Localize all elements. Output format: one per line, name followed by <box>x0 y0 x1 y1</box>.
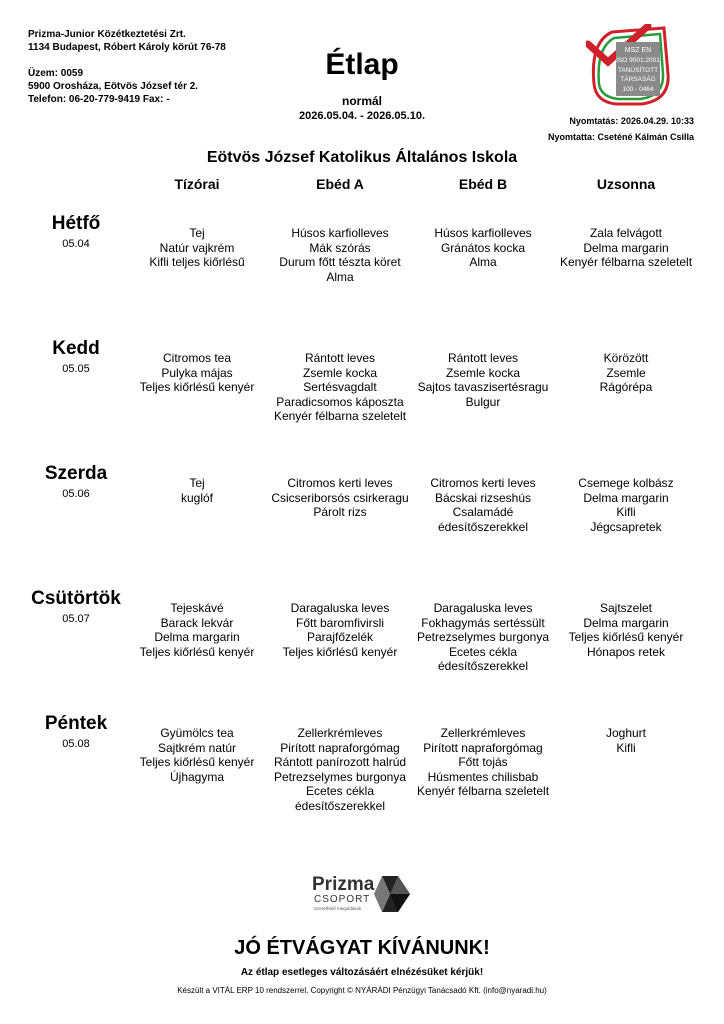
meal-item: Tej <box>189 476 205 490</box>
meal-item: Csemege kolbász <box>578 476 674 490</box>
meal-item: Újhagyma <box>169 769 225 784</box>
meal-item: Teljes kiőrlésű kenyér <box>139 644 255 659</box>
meal-item: Citromos tea <box>162 351 232 365</box>
meal-item: édesítőszerekkel <box>437 659 529 673</box>
meal-item: Húsmentes chilisbab <box>427 769 539 784</box>
meal-item: Citromos kerti leves <box>287 476 393 490</box>
meal-item: Fokhagymás sertéssült <box>421 615 545 630</box>
print-info <box>548 113 694 145</box>
meal-item: Gyümölcs tea <box>160 726 234 740</box>
meal-item: Párolt rizs <box>313 505 367 519</box>
meal-item: Delma margarin <box>583 615 669 630</box>
meal-item: Pulyka májas <box>161 365 233 380</box>
column-header-ebed-a: Ebéd A <box>316 176 364 192</box>
meal-item: Teljes kiőrlésű kenyér <box>282 644 398 659</box>
cert-line-5: 100 - 0464 <box>622 86 654 93</box>
page-title: Étlap <box>325 48 399 81</box>
meal-item: Rántott leves <box>447 351 519 365</box>
meal-item: Húsos karfiolleves <box>291 226 389 240</box>
meal-item: Kifli teljes kiőrlésű <box>149 255 245 269</box>
meal-cell-tizorai <box>117 726 277 784</box>
meal-item: Csicseriborsós csirkeragu <box>271 490 409 505</box>
meal-cell-uzsonna <box>546 226 706 270</box>
meal-item: Alma <box>326 269 354 284</box>
cert-line-4: TÁRSASÁG <box>620 76 656 83</box>
meal-item: Kenyér félbarna szeletelt <box>416 784 550 798</box>
plant-id: Üzem: 0059 <box>28 68 84 79</box>
meal-item: Paradicsomos káposzta <box>276 394 404 409</box>
meal-item: Hónapos retek <box>586 644 666 659</box>
meal-cell-ebed-b <box>403 226 563 270</box>
meal-item: Zellerkrémleves <box>440 726 526 740</box>
meal-item: Teljes kiőrlésű kenyér <box>139 755 255 769</box>
meal-cell-ebed-a <box>260 351 420 424</box>
day-label <box>20 213 132 250</box>
meal-cell-tizorai <box>117 601 277 659</box>
meal-item: Pirított napraforgómag <box>280 740 400 755</box>
meal-cell-ebed-b <box>403 476 563 534</box>
meal-cell-uzsonna <box>546 476 706 534</box>
meal-item: Rántott panírozott halrúd <box>273 755 407 769</box>
meal-item: Sajtkrém natúr <box>157 740 237 755</box>
day-label <box>20 338 132 375</box>
meal-item: Tejeskávé <box>170 601 224 615</box>
meal-item: Körözött <box>603 351 649 365</box>
cert-line-3: TANÚSÍTOTT <box>617 67 659 74</box>
menu-period: 2026.05.04. - 2026.05.10. <box>299 110 425 122</box>
meal-item: Delma margarin <box>583 490 669 505</box>
meal-cell-ebed-b <box>403 601 563 674</box>
meal-cell-tizorai <box>117 476 277 505</box>
footer-credit: Készült a VITÁL ERP 10 rendszerrel. Copyright © NYÁRÁDI Pénzügyi Tanácsadó Kft. (info@nyaradi.hu) <box>177 986 547 995</box>
meal-item: édesítőszerekkel <box>294 798 386 813</box>
meal-item: Ecetes cékla <box>448 644 518 659</box>
day-date: 05.04 <box>62 238 90 250</box>
meal-item: Parajfőzelék <box>306 630 374 644</box>
logo-sub: CSOPORT <box>314 894 371 905</box>
meal-item: Barack lekvár <box>160 615 234 630</box>
meal-item: Citromos kerti leves <box>430 476 536 490</box>
meal-item: Rágórépa <box>599 380 653 394</box>
meal-item: kuglóf <box>180 490 214 505</box>
column-header-tizorai: Tízórai <box>174 176 220 192</box>
meal-item: Zala felvágott <box>589 226 663 240</box>
prizma-logo <box>312 872 412 916</box>
meal-item: Petrezselymes burgonya <box>416 630 550 644</box>
day-name: Péntek <box>44 713 108 734</box>
meal-cell-tizorai <box>117 351 277 395</box>
cert-line-1: MSZ EN <box>624 47 652 54</box>
meal-item: Húsos karfiolleves <box>434 226 532 240</box>
day-name: Szerda <box>44 463 108 484</box>
meal-cell-ebed-a <box>260 476 420 520</box>
meal-item: Sertésvagdalt <box>303 380 377 394</box>
meal-item: Delma margarin <box>583 240 669 255</box>
meal-item: Tej <box>189 226 205 240</box>
day-name: Hétfő <box>51 213 101 234</box>
meal-item: Mák szórás <box>309 240 371 255</box>
company-name: Prizma-Junior Közétkeztetési Zrt. <box>28 29 186 40</box>
printed-by: Nyomtatta: Cseténé Kálmán Csilla <box>547 132 694 142</box>
phone-fax: Telefon: 06-20-779-9419 Fax: - <box>28 94 170 105</box>
meal-item: Zellerkrémleves <box>297 726 383 740</box>
day-name: Csütörtök <box>31 588 121 609</box>
meal-item: Csalamádé <box>452 505 514 519</box>
meal-cell-uzsonna <box>546 601 706 659</box>
printed-at: Nyomtatás: 2026.04.29. 10:33 <box>569 116 694 126</box>
meal-item: Daragaluska leves <box>290 601 390 615</box>
meal-item: Rántott leves <box>304 351 376 365</box>
meal-item: Teljes kiőrlésű kenyér <box>139 380 255 394</box>
column-header-uzsonna: Uzsonna <box>596 176 656 192</box>
iso-certificate-seal <box>586 24 672 108</box>
footer-apology: Az étlap esetleges változásáért elnézésüket kérjük! <box>240 967 484 978</box>
meal-cell-ebed-a <box>260 601 420 659</box>
meal-item: Joghurt <box>605 726 647 740</box>
day-label <box>20 463 132 500</box>
meal-item: Pirított napraforgómag <box>423 740 543 755</box>
day-label <box>20 588 132 625</box>
day-date: 05.07 <box>62 613 90 625</box>
day-date: 05.06 <box>62 488 90 500</box>
day-date: 05.08 <box>62 738 90 750</box>
meal-item: Jégcsapretek <box>590 519 662 534</box>
meal-cell-ebed-b <box>403 726 563 799</box>
meal-item: Ecetes cékla <box>305 784 375 798</box>
meal-cell-tizorai <box>117 226 277 270</box>
meal-item: Sajtszelet <box>599 601 653 615</box>
meal-cell-ebed-b <box>403 351 563 409</box>
meal-item: Durum főtt tészta köret <box>279 255 401 269</box>
meal-item: Kifli <box>616 740 636 755</box>
logo-name: Prizma <box>312 874 375 895</box>
meal-item: Kenyér félbarna szeletelt <box>273 409 407 423</box>
logo-prism-icon <box>374 876 410 912</box>
meal-cell-ebed-a <box>260 726 420 813</box>
meal-item: Daragaluska leves <box>433 601 533 615</box>
meal-item: édesítőszerekkel <box>437 519 529 534</box>
menu-type: normál <box>341 94 382 108</box>
day-name: Kedd <box>52 338 100 359</box>
meal-cell-uzsonna <box>546 351 706 395</box>
meal-item: Delma margarin <box>154 630 240 644</box>
meal-cell-ebed-a <box>260 226 420 284</box>
meal-item: Bulgur <box>465 394 501 409</box>
school-name: Eötvös József Katolikus Általános Iskola <box>206 149 518 166</box>
meal-item: Zsemle kocka <box>445 365 521 380</box>
meal-cell-uzsonna <box>546 726 706 755</box>
meal-item: Alma <box>469 255 497 269</box>
meal-item: Natúr vajkrém <box>159 240 235 255</box>
meal-item: Főtt tojás <box>458 755 508 769</box>
meal-item: Bácskai rizseshús <box>434 490 532 505</box>
meal-item: Teljes kiőrlésű kenyér <box>568 630 684 644</box>
day-label <box>20 713 132 750</box>
plant-address: 5900 Orosháza, Eötvös József tér 2. <box>28 81 199 92</box>
meal-item: Kifli <box>616 505 636 519</box>
logo-tagline: Szerethető megoldások <box>314 906 362 911</box>
meal-item: Kenyér félbarna szeletelt <box>559 255 693 269</box>
footer-greeting: JÓ ÉTVÁGYAT KÍVÁNUNK! <box>234 937 490 959</box>
day-date: 05.05 <box>62 363 90 375</box>
company-address: 1134 Budapest, Róbert Károly körút 76-78 <box>28 42 226 53</box>
column-header-ebed-b: Ebéd B <box>458 176 508 192</box>
meal-item: Zsemle <box>606 365 646 380</box>
cert-line-2: ISO 9001:2001 <box>616 57 660 64</box>
meal-item: Főtt baromfivirsli <box>295 615 384 630</box>
meal-item: Petrezselymes burgonya <box>273 769 407 784</box>
meal-item: Zsemle kocka <box>302 365 378 380</box>
meal-item: Sajtos tavaszisertésragu <box>417 380 549 394</box>
meal-item: Gránátos kocka <box>440 240 526 255</box>
